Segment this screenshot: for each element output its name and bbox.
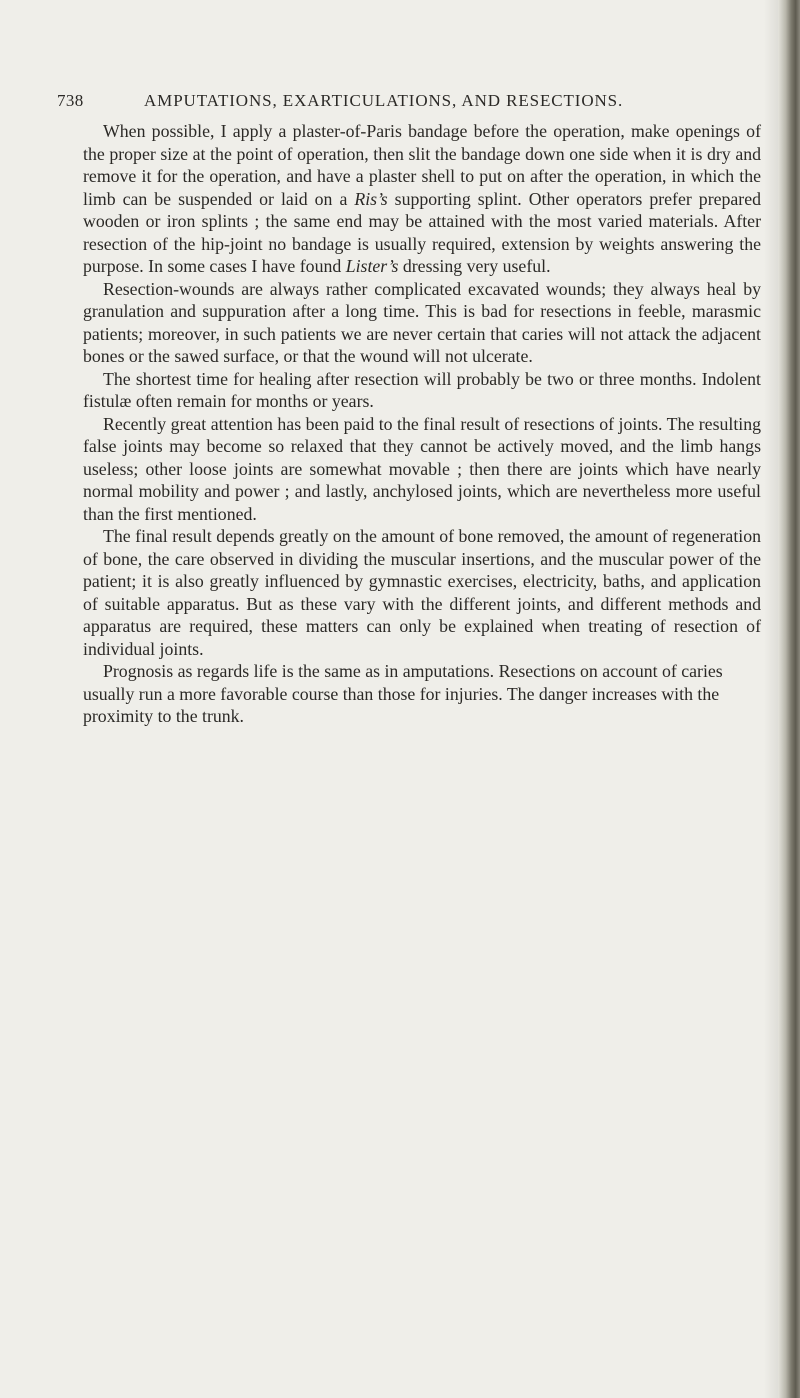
paragraph-final-result: Recently great attention has been paid to the final result of resections of joints. The resulting false joints may become so relaxed that they cannot be actively moved, and the limb hangs useless; other loose joints are somewhat movable ; then there are joints which have nearly normal mobility and power ; and lastly, anchylosed joints, which are nevertheless more useful than the first mentioned. <box>83 413 761 524</box>
paragraph-bandage <box>83 120 761 278</box>
ris-splint-name: Ris’s <box>354 188 388 209</box>
paragraph-bandage-part-1: When possible, I apply a plaster-of-Paris bandage before the operation, make openings of the proper size at the point of operation, then slit the bandage down one side when it is dry and remove it for the operation, and have a plaster shell to put on after the operation, in which the limb can be suspended or laid on a <box>83 121 761 209</box>
paragraph-influences: The final result depends greatly on the amount of bone removed, the amount of regeneration of bone, the care observed in dividing the muscular insertions, and the muscular power of the patient; it is also greatly influenced by gymnastic exercises, electricity, baths, and application of suitable apparatus. But as these vary with the different joints, and different methods and apparatus are required, these matters can only be explained when treating of resection of individual joints. <box>83 526 761 659</box>
binding-shadow <box>764 0 778 1398</box>
paragraph-prognosis: Prognosis as regards life is the same as in amputations. Resections on account of caries usually run a more favorable course than those for injuries. The danger increases with the proximity to the trunk. <box>83 661 723 726</box>
page-number: 738 <box>57 91 84 110</box>
body-text <box>83 120 761 728</box>
paragraph-bandage-part-2: supporting splint. Other operators prefer prepared wooden or iron splints ; the same end may be attained with the most varied materials. After resection of the hip-joint no bandage is usually required, extension by weights answering the purpose. In some cases I have found <box>83 188 761 276</box>
paragraph-bandage-part-3: dressing very useful. <box>398 256 551 276</box>
lister-dressing-name: Lister’s <box>345 256 399 276</box>
paragraph-healing-time: The shortest time for healing after resection will probably be two or three months. Indolent fistulæ often remain for months or years. <box>83 368 761 411</box>
running-title: AMPUTATIONS, EXARTICULATIONS, AND RESECTIONS. <box>144 91 624 110</box>
book-binding-edge <box>778 0 800 1398</box>
page-header <box>57 88 697 114</box>
paragraph-resection-wounds: Resection-wounds are always rather complicated excavated wounds; they always heal by granulation and suppuration after a long time. This is bad for resections in feeble, marasmic patients; moreover, in such patients we are never certain that caries will not attack the adjacent bones or the sawed surface, or that the wound will not ulcerate. <box>83 278 761 366</box>
